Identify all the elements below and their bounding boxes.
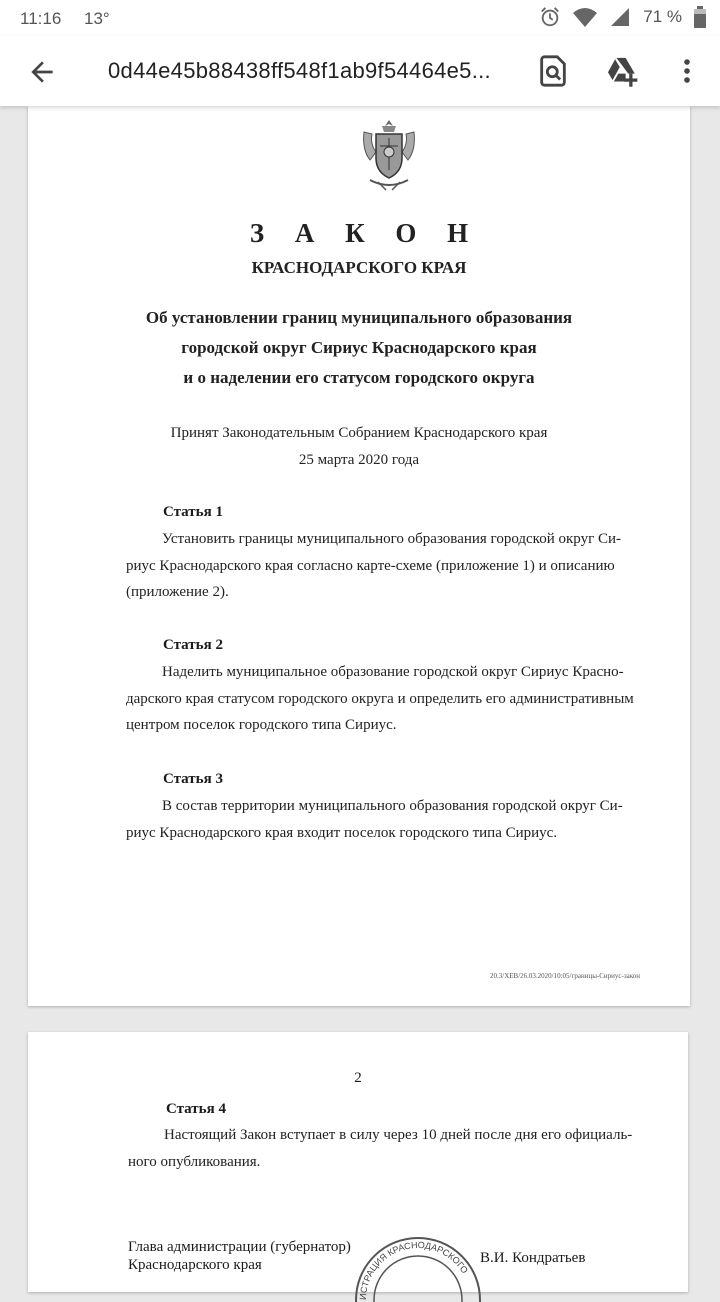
status-temperature: 13° (84, 9, 110, 28)
article-2-title: Статья 2 (163, 637, 223, 653)
article-1-text: Установить границы муниципального образования городской округ Си- риус Краснодарского края согласно карте-схеме (приложение 1) и описанию (приложение 2). (126, 531, 622, 600)
document-footer-code: 20.3/ХЕВ/26.03.2020/10:05/границы-Сириус-закон (490, 972, 640, 980)
document-title: 0d44e45b88438ff548f1ab9f54464e5... (108, 58, 491, 83)
battery-icon (694, 6, 706, 28)
adoption-date: 25 марта 2020 года (298, 452, 420, 468)
signatory-name: В.И. Кондратьев (480, 1250, 586, 1266)
adoption-line: Принят Законодательным Собранием Краснодарского края (170, 425, 548, 441)
article-4-title: Статья 4 (166, 1101, 226, 1117)
law-heading-line: и о наделении его статусом городского округа (183, 368, 535, 387)
battery-percent: 71 % (643, 7, 682, 26)
status-icons (539, 6, 706, 28)
signatory-position: Глава администрации (губернатор) Краснодарского края (128, 1239, 351, 1273)
document-page-1 (28, 106, 690, 1006)
app-bar (0, 36, 720, 106)
find-in-document-icon[interactable] (536, 54, 570, 88)
article-2-text: Наделить муниципальное образование городской округ Сириус Красно- дарского края статусом городского округа и определить его административным центром поселок городского типа Сириус. (126, 664, 634, 733)
law-region: КРАСНОДАРСКОГО КРАЯ (251, 258, 467, 277)
wifi-icon (573, 7, 597, 27)
more-options-icon[interactable] (670, 54, 704, 88)
law-heading-line: городской округ Сириус Краснодарского края (181, 338, 537, 357)
article-3-text: В состав территории муниципального образования городской округ Си- риус Краснодарского края входит поселок городского типа Сириус. (126, 798, 623, 841)
law-heading-line: Об установлении границ муниципального образования (145, 308, 573, 327)
add-to-drive-icon[interactable] (606, 54, 640, 88)
status-bar (0, 0, 720, 36)
coat-of-arms-icon (358, 116, 420, 194)
alarm-icon (539, 6, 561, 28)
article-4-text: Настоящий Закон вступает в силу через 10 дней после дня его официаль- ного опубликования. (128, 1127, 633, 1170)
seal-text: ИСТРАЦИЯ КРАСНОДАРСКОГО (357, 1239, 470, 1301)
law-title: З А К О Н (249, 218, 481, 248)
back-arrow-icon[interactable] (26, 56, 58, 88)
signal-icon (609, 6, 631, 28)
article-3-title: Статья 3 (163, 771, 223, 787)
status-time: 11:16 (20, 9, 62, 28)
document-page-2 (28, 1032, 688, 1301)
page-number: 2 (354, 1070, 362, 1086)
article-1-title: Статья 1 (163, 504, 223, 520)
official-seal-icon (354, 1222, 482, 1302)
